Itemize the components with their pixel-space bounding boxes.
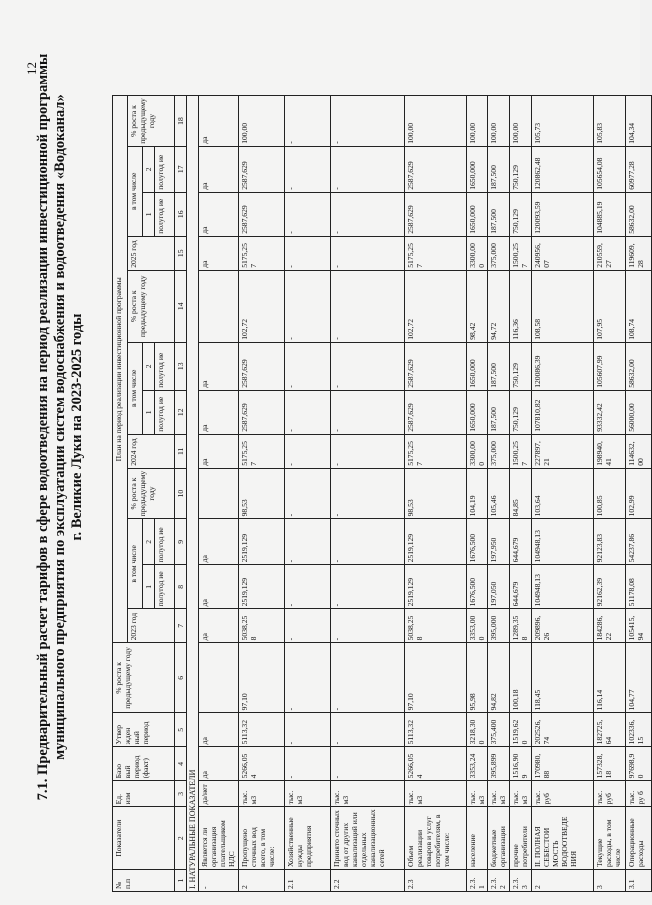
row-indicator: население xyxy=(467,807,488,870)
row-value xyxy=(199,468,239,519)
row-value: 375,000 xyxy=(488,434,510,468)
row-value: - xyxy=(285,713,331,747)
row-value: 1289,35 8 xyxy=(510,609,532,643)
page-number: 12 xyxy=(24,62,39,75)
row-number: 2.1 xyxy=(285,870,331,892)
column-number-13: 13 xyxy=(175,342,187,390)
row-value: да xyxy=(199,342,239,390)
row-value: 2587,629 xyxy=(239,390,285,434)
row-value: 5175,25 7 xyxy=(405,434,467,468)
row-value: 58632,00 xyxy=(626,192,652,236)
column-number-9: 9 xyxy=(175,519,187,565)
row-value: 198940, 41 xyxy=(594,434,626,468)
row-value: 5113,32 xyxy=(405,713,467,747)
table-row xyxy=(331,96,405,892)
column-number-5: 5 xyxy=(175,713,187,747)
row-value: - xyxy=(285,609,331,643)
row-indicator: Текущие расходы, в том числе xyxy=(594,807,626,870)
row-indicator: бюджетные организации xyxy=(488,807,510,870)
row-value: 5175,25 7 xyxy=(405,236,467,270)
row-value: 5175,25 7 xyxy=(239,236,285,270)
row-value: - xyxy=(331,434,405,468)
row-value: да xyxy=(199,390,239,434)
header-growth-2024: % роста к предыдущему году xyxy=(128,270,175,342)
tariff-table xyxy=(112,95,652,892)
column-number-15: 15 xyxy=(175,236,187,270)
row-value: - xyxy=(285,643,331,713)
row-value: 100,00 xyxy=(405,96,467,147)
row-value: 105654,08 xyxy=(594,146,626,192)
row-value: 2519,129 xyxy=(239,565,285,609)
row-value: 1519,62 0 xyxy=(510,713,532,747)
row-value: - xyxy=(285,270,331,342)
row-value: 97,10 xyxy=(239,643,285,713)
row-number: - xyxy=(199,870,239,892)
row-value: - xyxy=(331,519,405,565)
column-number-18: 18 xyxy=(175,96,187,147)
row-value: 644,679 xyxy=(510,519,532,565)
row-value: 1650,000 xyxy=(467,390,488,434)
header-h2-2025: 2 xyxy=(143,146,155,192)
row-value: да xyxy=(199,713,239,747)
row-value: 92123,83 xyxy=(594,519,626,565)
row-value: 105,46 xyxy=(488,468,510,519)
row-value: 119609, 28 xyxy=(626,236,652,270)
column-number-row xyxy=(175,96,187,892)
header-h1-2025: 1 xyxy=(143,192,155,236)
table-row xyxy=(467,96,488,892)
row-value: 94,82 xyxy=(488,643,510,713)
row-value: 750,129 xyxy=(510,146,532,192)
header-2024: 2024 год xyxy=(128,434,175,468)
row-value: 104885,19 xyxy=(594,192,626,236)
row-value: 1676,500 xyxy=(467,565,488,609)
row-value: да xyxy=(199,192,239,236)
row-value: 100,18 xyxy=(510,643,532,713)
header-2025: 2025 год xyxy=(128,236,175,270)
row-value: 2519,129 xyxy=(239,519,285,565)
column-number-3: 3 xyxy=(175,781,187,807)
row-value: 3300,00 0 xyxy=(467,434,488,468)
row-value: да xyxy=(199,96,239,147)
row-value: 750,129 xyxy=(510,342,532,390)
row-value: 2587,629 xyxy=(405,390,467,434)
row-value: - xyxy=(331,96,405,147)
row-indicator: Хозяйственные нужды предприятия xyxy=(285,807,331,870)
row-unit: тыс. руб xyxy=(532,781,594,807)
header-h2-2024: 2 xyxy=(143,342,155,390)
row-value: да xyxy=(199,565,239,609)
row-value: 1650,000 xyxy=(467,146,488,192)
row-value: 98,53 xyxy=(405,468,467,519)
row-value: 92162,39 xyxy=(594,565,626,609)
row-value: 93332,42 xyxy=(594,390,626,434)
row-value: - xyxy=(285,192,331,236)
title-line-3: г. Великие Луки на 2023-2025 годы xyxy=(69,313,85,541)
row-value: - xyxy=(285,434,331,468)
row-value: 187,500 xyxy=(488,192,510,236)
table-row xyxy=(594,96,626,892)
header-growth-2023: % роста к предыдущему году xyxy=(128,468,175,519)
header-base: Базо вый период (факт) xyxy=(113,747,175,781)
row-value: 102,99 xyxy=(626,468,652,519)
row-value: 187,500 xyxy=(488,390,510,434)
header-unit: Ед. изм xyxy=(113,781,175,807)
column-number-6: 6 xyxy=(175,643,187,713)
row-value: 3218,30 0 xyxy=(467,713,488,747)
row-value: - xyxy=(331,747,405,781)
row-value: 2519,129 xyxy=(405,565,467,609)
header-half-2: полугод ие xyxy=(155,519,175,565)
row-number: 2.3 xyxy=(405,870,467,892)
column-number-14: 14 xyxy=(175,270,187,342)
column-number-4: 4 xyxy=(175,747,187,781)
row-value: 750,129 xyxy=(510,192,532,236)
row-value: - xyxy=(331,643,405,713)
row-value: 104,77 xyxy=(626,643,652,713)
row-indicator: прочие потребители xyxy=(510,807,532,870)
row-value: 157328, 18 xyxy=(594,747,626,781)
row-value: 187,500 xyxy=(488,146,510,192)
row-value: 105,83 xyxy=(594,96,626,147)
row-value: 120093,59 xyxy=(532,192,594,236)
row-value: 100,00 xyxy=(488,96,510,147)
row-indicator: Принято сточных вод от других канализаций или отдельных канализационных сетей xyxy=(331,807,405,870)
row-number: 2.3. 1 xyxy=(467,870,488,892)
table-row xyxy=(488,96,510,892)
header-2023: 2023 год xyxy=(128,609,175,643)
row-value: 240956, 07 xyxy=(532,236,594,270)
row-value: 120862,48 xyxy=(532,146,594,192)
row-unit: тыс. м3 xyxy=(285,781,331,807)
row-value: 375,400 xyxy=(488,713,510,747)
header-growth-2025: % роста к предыдущему году xyxy=(128,96,175,147)
row-value: - xyxy=(331,609,405,643)
row-number: 2.2 xyxy=(331,870,405,892)
row-value: - xyxy=(331,342,405,390)
row-value: 102,72 xyxy=(239,270,285,342)
table-row xyxy=(532,96,594,892)
row-value: 3353,00 0 xyxy=(467,609,488,643)
row-value: 2587,629 xyxy=(239,192,285,236)
row-value: 97698,9 0 xyxy=(626,747,652,781)
column-number-2: 2 xyxy=(175,807,187,870)
row-value: - xyxy=(331,468,405,519)
header-half-6: полугод ие xyxy=(155,146,175,192)
row-value: 120086,39 xyxy=(532,342,594,390)
row-value: 644,679 xyxy=(510,565,532,609)
column-number-10: 10 xyxy=(175,468,187,519)
header-indicator: Показатели xyxy=(113,807,175,870)
row-value: 114632, 00 xyxy=(626,434,652,468)
title-line-2: муниципального предприятия по эксплуатации систем водоснабжения и водоотведения «Водоканал» xyxy=(52,94,68,760)
row-value: 54237,86 xyxy=(626,519,652,565)
row-value: - xyxy=(331,192,405,236)
row-value: да xyxy=(199,609,239,643)
row-value: да xyxy=(199,236,239,270)
row-value: 105607,99 xyxy=(594,342,626,390)
row-value: 3353,24 xyxy=(467,747,488,781)
row-number: 2.3. 3 xyxy=(510,870,532,892)
table-row xyxy=(405,96,467,892)
row-value: - xyxy=(285,146,331,192)
row-value: 84,85 xyxy=(510,468,532,519)
row-value: 116,14 xyxy=(594,643,626,713)
row-value: 94,72 xyxy=(488,270,510,342)
row-value: - xyxy=(285,565,331,609)
table-row xyxy=(626,96,652,892)
row-value: 105,73 xyxy=(532,96,594,147)
row-value xyxy=(199,270,239,342)
row-value: 104,19 xyxy=(467,468,488,519)
row-value: 5038,25 8 xyxy=(405,609,467,643)
row-value: 1500,25 7 xyxy=(510,434,532,468)
row-value: 118,45 xyxy=(532,643,594,713)
row-unit: тыс. руб xyxy=(594,781,626,807)
column-number-11: 11 xyxy=(175,434,187,468)
row-value: 5038,25 8 xyxy=(239,609,285,643)
row-value: 104948,13 xyxy=(532,565,594,609)
header-growth: % роста к предыдущему году xyxy=(113,643,175,713)
table-row xyxy=(239,96,285,892)
row-value: 104,34 xyxy=(626,96,652,147)
row-value: - xyxy=(285,236,331,270)
row-value: - xyxy=(331,146,405,192)
column-number-7: 7 xyxy=(175,609,187,643)
title-line-1: 7.1. Предварительный расчет тарифов в сфере водоотведения на период реализации инвестиционной программы xyxy=(35,53,51,801)
row-value: 227897, 21 xyxy=(532,434,594,468)
row-unit: тыс. м3 xyxy=(467,781,488,807)
row-value: 1500,25 7 xyxy=(510,236,532,270)
row-value: 209896, 26 xyxy=(532,609,594,643)
row-value: 2587,629 xyxy=(405,146,467,192)
row-value: 197,950 xyxy=(488,519,510,565)
row-value: 102336, 15 xyxy=(626,713,652,747)
header-approved: Утвер жден ный период xyxy=(113,713,175,747)
header-h1-2023: 1 xyxy=(143,565,155,609)
row-value: да xyxy=(199,747,239,781)
row-number: 2 xyxy=(239,870,285,892)
row-indicator: Пропущено сточных вод всего, в том числе: xyxy=(239,807,285,870)
row-number: 3 xyxy=(594,870,626,892)
header-incl-2025: в том числе xyxy=(128,146,143,236)
column-number-16: 16 xyxy=(175,192,187,236)
row-indicator: Является ли организация плательщиком НДС xyxy=(199,807,239,870)
row-indicator: Объем реализации товаров и услуг потребителям, в том числе: xyxy=(405,807,467,870)
row-value: - xyxy=(285,468,331,519)
row-value: 2587,629 xyxy=(405,192,467,236)
row-value: - xyxy=(331,565,405,609)
column-number-12: 12 xyxy=(175,390,187,434)
row-value: 58632,00 xyxy=(626,342,652,390)
row-value: 5113,32 xyxy=(239,713,285,747)
row-value: 100,00 xyxy=(239,96,285,147)
header-half-4: полугод ие xyxy=(155,342,175,390)
row-value: 100,00 xyxy=(510,96,532,147)
row-value: да xyxy=(199,519,239,565)
column-number-17: 17 xyxy=(175,146,187,192)
row-value: 2519,129 xyxy=(405,519,467,565)
row-value: 102,72 xyxy=(405,270,467,342)
row-value: - xyxy=(285,96,331,147)
row-value: 56000,00 xyxy=(626,390,652,434)
row-value: 97,10 xyxy=(405,643,467,713)
row-value: 170980, 88 xyxy=(532,747,594,781)
row-value: - xyxy=(331,390,405,434)
row-value: да xyxy=(199,146,239,192)
header-half-3: полугод ие xyxy=(155,390,175,434)
row-value: - xyxy=(285,519,331,565)
column-number-8: 8 xyxy=(175,565,187,609)
row-indicator: II. ПОЛНАЯ СЕБЕСТОИ МОСТЬ ВОДООТВЕДЕ НИЯ xyxy=(532,807,594,870)
row-value: 100,85 xyxy=(594,468,626,519)
row-unit: тыс. ру б xyxy=(626,781,652,807)
row-value: 116,36 xyxy=(510,270,532,342)
header-incl-2024: в том числе xyxy=(128,342,143,434)
row-value: 108,58 xyxy=(532,270,594,342)
header-plan-period: План на период реализации инвестиционной программы xyxy=(113,96,128,643)
row-value: 105415, 94 xyxy=(626,609,652,643)
header-half-5: полугод ие xyxy=(155,192,175,236)
row-value: 1516,90 9 xyxy=(510,747,532,781)
row-value: - xyxy=(331,236,405,270)
row-value: 5175,25 7 xyxy=(239,434,285,468)
row-number: 2 xyxy=(532,870,594,892)
row-value: 202526, 74 xyxy=(532,713,594,747)
row-value: да xyxy=(199,434,239,468)
row-value: 197,050 xyxy=(488,565,510,609)
row-value: 104948,13 xyxy=(532,519,594,565)
row-value: 51178,08 xyxy=(626,565,652,609)
row-value: 2587,629 xyxy=(239,146,285,192)
row-value: 2587,629 xyxy=(239,342,285,390)
row-value: 184286, 22 xyxy=(594,609,626,643)
row-value: 210559, 27 xyxy=(594,236,626,270)
row-value: 3300,00 0 xyxy=(467,236,488,270)
row-value: 375,000 xyxy=(488,236,510,270)
row-value: 60977,28 xyxy=(626,146,652,192)
row-unit: да/нет xyxy=(199,781,239,807)
header-incl-2023: в том числе xyxy=(128,519,143,609)
row-number: 3.1 xyxy=(626,870,652,892)
row-value: 95,98 xyxy=(467,643,488,713)
table-row xyxy=(510,96,532,892)
row-value: 1650,000 xyxy=(467,342,488,390)
table-row xyxy=(285,96,331,892)
row-value: 107810,82 xyxy=(532,390,594,434)
row-value: 103,64 xyxy=(532,468,594,519)
header-h2-2023: 2 xyxy=(143,519,155,565)
row-unit: тыс. м3 xyxy=(510,781,532,807)
header-half-1: полугод ие xyxy=(155,565,175,609)
table-row xyxy=(199,96,239,892)
row-value: - xyxy=(285,390,331,434)
row-value: 2587,629 xyxy=(405,342,467,390)
row-value xyxy=(199,643,239,713)
row-value: 5266,05 4 xyxy=(239,747,285,781)
row-value: 98,42 xyxy=(467,270,488,342)
row-value: - xyxy=(331,713,405,747)
row-value: 1650,000 xyxy=(467,192,488,236)
row-value: 5266,05 4 xyxy=(405,747,467,781)
row-value: - xyxy=(285,342,331,390)
row-value: 107,95 xyxy=(594,270,626,342)
row-value: - xyxy=(331,270,405,342)
row-value: 395,899 xyxy=(488,747,510,781)
row-value: - xyxy=(285,747,331,781)
row-value: 108,74 xyxy=(626,270,652,342)
section-natural-indicators: I. НАТУРАЛЬНЫЕ ПОКАЗАТЕЛИ xyxy=(187,96,199,892)
row-value: 98,53 xyxy=(239,468,285,519)
row-value: 187,500 xyxy=(488,342,510,390)
row-indicator: Операционные расходы xyxy=(626,807,652,870)
header-h1-2024: 1 xyxy=(143,390,155,434)
row-value: 182725, 64 xyxy=(594,713,626,747)
row-unit: тыс. м3 xyxy=(488,781,510,807)
column-number-1: 1 xyxy=(175,870,187,892)
row-unit: тыс. м3 xyxy=(331,781,405,807)
row-value: 100,00 xyxy=(467,96,488,147)
row-number: 2.3. 2 xyxy=(488,870,510,892)
row-value: 1676,500 xyxy=(467,519,488,565)
row-unit: тыс. м3 xyxy=(405,781,467,807)
row-unit: тыс. м3 xyxy=(239,781,285,807)
row-value: 395,000 xyxy=(488,609,510,643)
row-value: 750,129 xyxy=(510,390,532,434)
header-num: № п.п xyxy=(113,870,175,892)
